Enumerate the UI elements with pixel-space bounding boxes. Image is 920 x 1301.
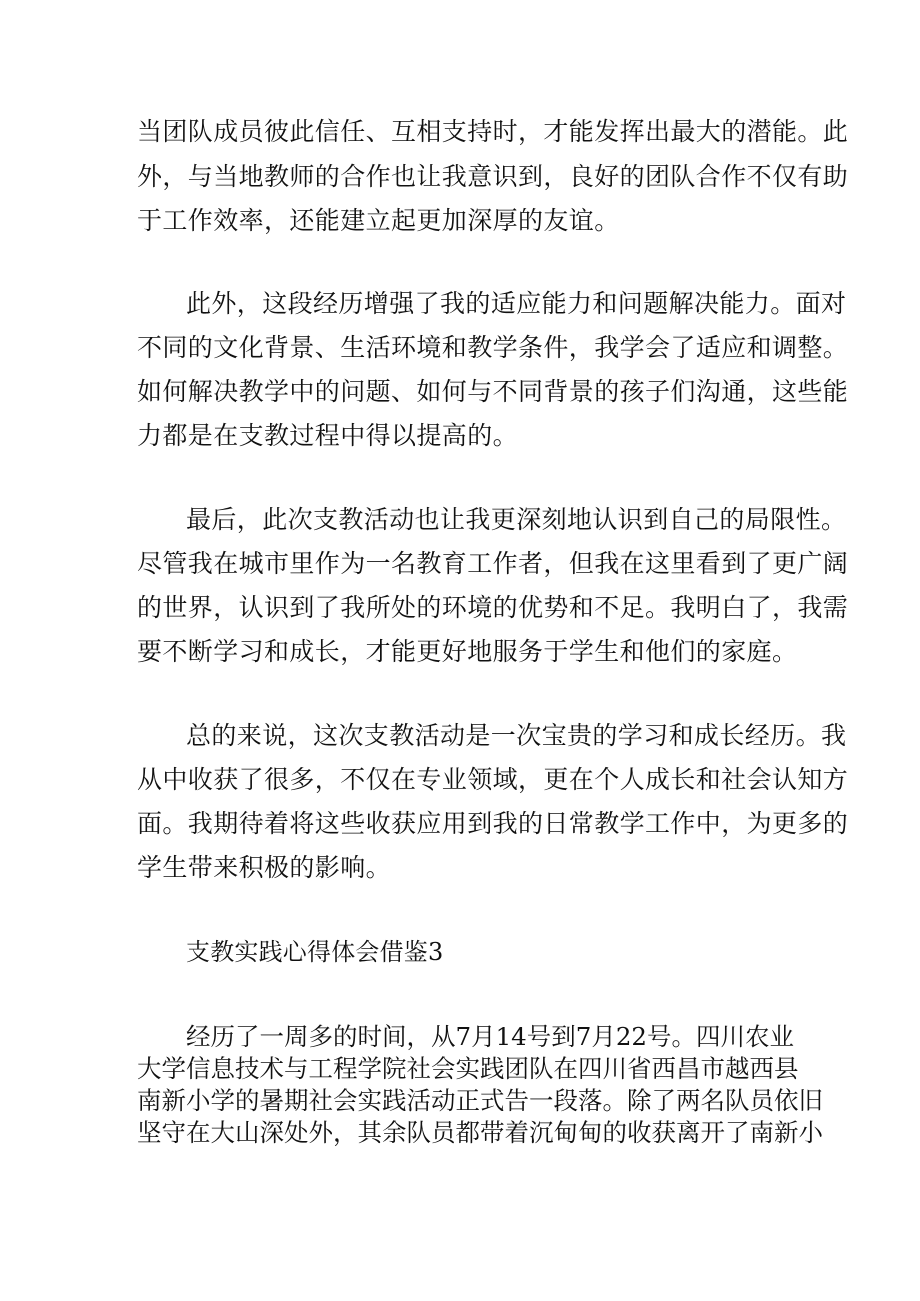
text-line: 不同的文化背景、生活环境和教学条件，我学会了适应和调整。: [137, 333, 849, 362]
text-line: 面。我期待着将这些收获应用到我的日常教学工作中，为更多的: [137, 809, 849, 838]
text-line: 力都是在支教过程中得以提高的。: [137, 421, 519, 450]
text-line: 南新小学的暑期社会实践活动正式告一段落。除了两名队员依旧: [137, 1086, 823, 1115]
text-line: 学生带来积极的影响。: [137, 853, 392, 882]
text-line: 的世界，认识到了我所处的环境的优势和不足。我明白了，我需: [137, 593, 849, 622]
text-line: 坚守在大山深处外，其余队员都带着沉甸甸的收获离开了南新小: [137, 1118, 823, 1147]
text-line: 外，与当地教师的合作也让我意识到，良好的团队合作不仅有助: [137, 162, 849, 191]
text-line: 最后，此次支教活动也让我更深刻地认识到自己的局限性。: [186, 505, 847, 534]
text-line: 如何解决教学中的问题、如何与不同背景的孩子们沟通，这些能: [137, 377, 849, 406]
text-line: 要不断学习和成长，才能更好地服务于学生和他们的家庭。: [137, 637, 798, 666]
section-heading: 支教实践心得体会借鉴3: [186, 938, 444, 966]
text-line: 当团队成员彼此信任、互相支持时，才能发挥出最大的潜能。此: [137, 117, 849, 146]
text-line: 此外，这段经历增强了我的适应能力和问题解决能力。面对: [186, 289, 847, 318]
text-line: 经历了一周多的时间，从7月14号到7月22号。四川农业: [186, 1022, 795, 1051]
text-line: 大学信息技术与工程学院社会实践团队在四川省西昌市越西县: [137, 1054, 799, 1083]
text-line: 从中收获了很多，不仅在专业领域，更在个人成长和社会认知方: [137, 765, 849, 794]
text-line: 总的来说，这次支教活动是一次宝贵的学习和成长经历。我: [186, 721, 847, 750]
text-line: 尽管我在城市里作为一名教育工作者，但我在这里看到了更广阔: [137, 549, 849, 578]
text-line: 于工作效率，还能建立起更加深厚的友谊。: [137, 206, 620, 235]
